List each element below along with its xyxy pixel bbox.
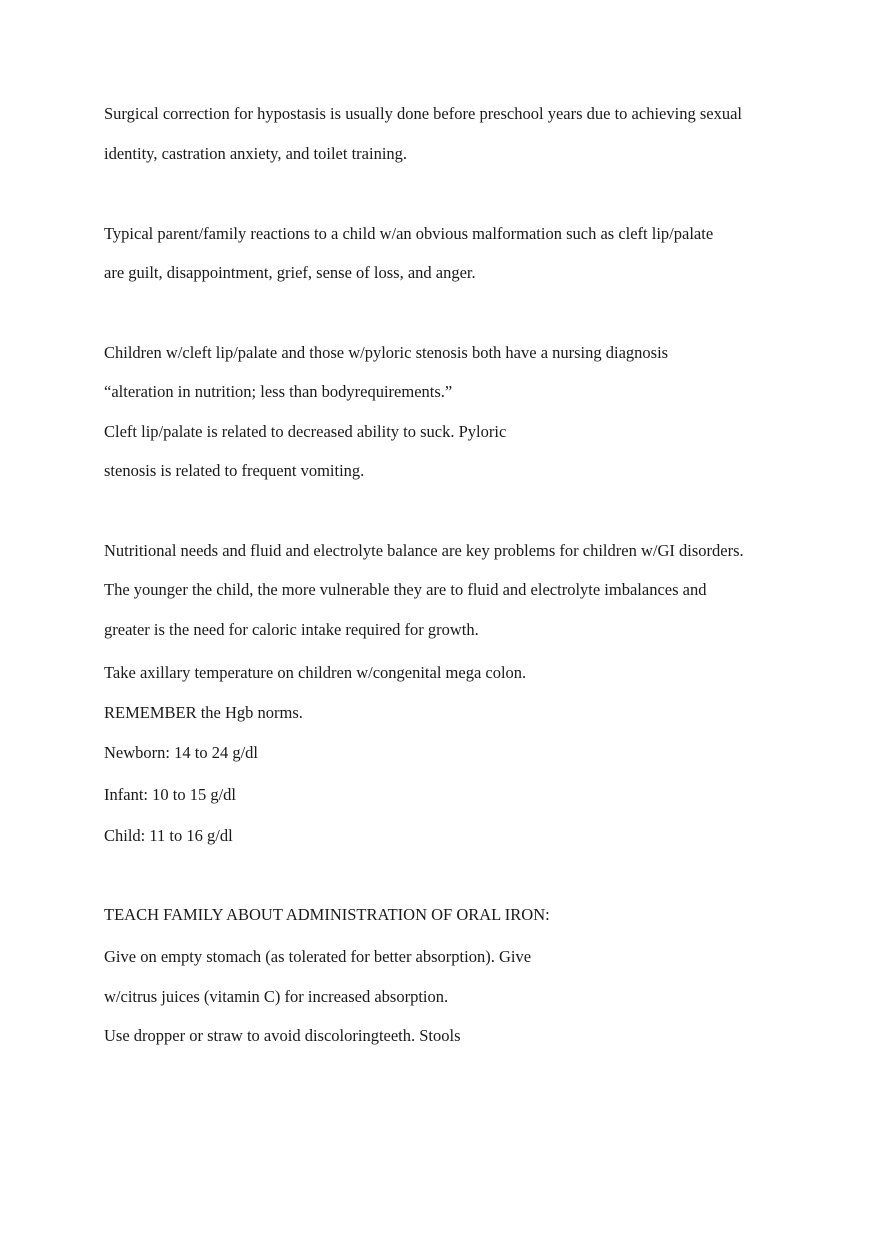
oral-iron-line-3: Use dropper or straw to avoid discoloringteeth. Stools [104, 1026, 461, 1045]
hypostasis-line-2: identity, castration anxiety, and toilet training. [104, 144, 408, 163]
gi-disorders-line-1: Nutritional needs and fluid and electrolyte balance are key problems for children w/GI disorders. [104, 541, 744, 560]
nutrition-diagnosis-line-3: Cleft lip/palate is related to decreased ability to suck. Pyloric [104, 422, 507, 441]
hgb-norms-heading: REMEMBER the Hgb norms. [104, 703, 303, 722]
hgb-norm-newborn: Newborn: 14 to 24 g/dl [104, 743, 258, 762]
gi-disorders-line-4: Take axillary temperature on children w/congenital mega colon. [104, 663, 527, 682]
hgb-norm-infant: Infant: 10 to 15 g/dl [104, 785, 236, 804]
hypostasis-line-1: Surgical correction for hypostasis is usually done before preschool years due to achieving sexual [104, 104, 742, 123]
reactions-line-2: are guilt, disappointment, grief, sense of loss, and anger. [104, 263, 476, 282]
oral-iron-heading: TEACH FAMILY ABOUT ADMINISTRATION OF ORAL IRON: [104, 905, 550, 924]
gi-disorders-line-3: greater is the need for caloric intake required for growth. [104, 620, 479, 639]
gi-disorders-line-2: The younger the child, the more vulnerable they are to fluid and electrolyte imbalances and [104, 580, 707, 599]
oral-iron-line-1: Give on empty stomach (as tolerated for better absorption). Give [104, 947, 532, 966]
oral-iron-line-2: w/citrus juices (vitamin C) for increased absorption. [104, 987, 449, 1006]
nutrition-diagnosis-line-2: “alteration in nutrition; less than bodyrequirements.” [104, 382, 453, 401]
nutrition-diagnosis-line-4: stenosis is related to frequent vomiting. [104, 461, 365, 480]
nutrition-diagnosis-line-1: Children w/cleft lip/palate and those w/pyloric stenosis both have a nursing diagnosis [104, 343, 669, 362]
reactions-line-1: Typical parent/family reactions to a child w/an obvious malformation such as cleft lip/palate [104, 224, 714, 243]
hgb-norm-child: Child: 11 to 16 g/dl [104, 826, 233, 845]
